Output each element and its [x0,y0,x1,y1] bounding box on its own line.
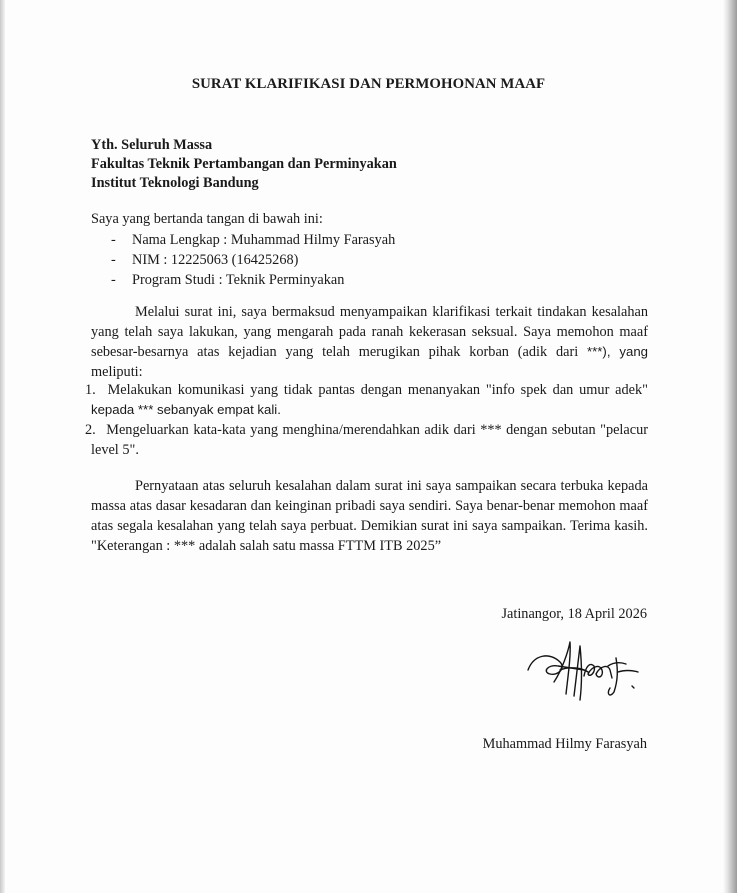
offense-text: Melakukan komunikasi yang tidak pantas dengan menanyakan "info spek dan umur adek" [107,382,648,398]
place-date: Jatinangor, 18 April 2026 [501,606,647,622]
offense-text: kepada *** sebanyak empat kali. [91,402,281,417]
paragraph-line [91,342,648,362]
identity-name: Nama Lengkap : Muhammad Hilmy Farasyah [132,232,396,248]
page-edge-right [723,0,737,893]
paragraph-line: meliputi: [91,364,143,380]
letter-title: SURAT KLARIFIKASI DAN PERMOHONAN MAAF [191,76,546,92]
offense-item-2-continuation: level 5". [91,442,139,458]
identity-item [111,270,395,290]
offense-number: 2. [85,422,96,438]
list-dash: - [111,232,116,248]
paragraph-line: massa atas dasar kesadaran dan keinginan pribadi saya sendiri. Saya benar-benar memohon maaf [91,498,648,514]
identity-nim: NIM : 12225063 (16425268) [132,252,299,268]
paragraph-line: yang telah saya lakukan, yang mengarah pada ranah kekerasan seksual. Saya memohon maaf [91,324,648,340]
intro-text: Saya yang bertanda tangan di bawah ini: [91,211,323,227]
signer-name: Muhammad Hilmy Farasyah [482,736,647,752]
identity-list [111,230,395,290]
statement-paragraph [91,476,648,556]
addressee-line: Institut Teknologi Bandung [91,175,259,191]
list-dash: - [111,252,116,268]
offense-number: 1. [85,382,96,398]
paragraph-line: Melalui surat ini, saya bermaksud menyampaikan klarifikasi terkait tindakan kesalahan [135,304,648,320]
identity-program: Program Studi : Teknik Perminyakan [132,272,345,288]
offense-item-1-line [85,380,648,400]
addressee-block [91,136,397,193]
paragraph-line-part: sebesar-besarnya atas kejadian yang telah merugikan pihak korban (adik dari [91,344,579,360]
identity-item [111,230,395,250]
offense-list [85,380,649,460]
paragraph-line: Pernyataan atas seluruh kesalahan dalam surat ini saya sampaikan secara terbuka kepada [135,478,648,494]
addressee-line: Yth. Seluruh Massa [91,137,213,153]
clarification-paragraph [91,302,648,382]
identity-item [111,250,395,270]
list-dash: - [111,272,116,288]
offense-item-2-line [85,420,649,440]
offense-text: Mengeluarkan kata-kata yang menghina/merendahkan adik dari *** dengan sebutan "pelacur [106,422,649,438]
offense-item-1-continuation [91,400,648,420]
paragraph-line-part: ***), yang [587,344,648,359]
page-edge-left [0,0,5,893]
addressee-line: Fakultas Teknik Pertambangan dan Perminyakan [91,156,397,172]
handwritten-signature [524,636,644,706]
paragraph-line: "Keterangan : *** adalah salah satu massa FTTM ITB 2025” [91,538,442,554]
paragraph-line: atas segala kesalahan yang telah saya perbuat. Demikian surat ini saya sampaikan. Terima kasih. [91,518,648,534]
